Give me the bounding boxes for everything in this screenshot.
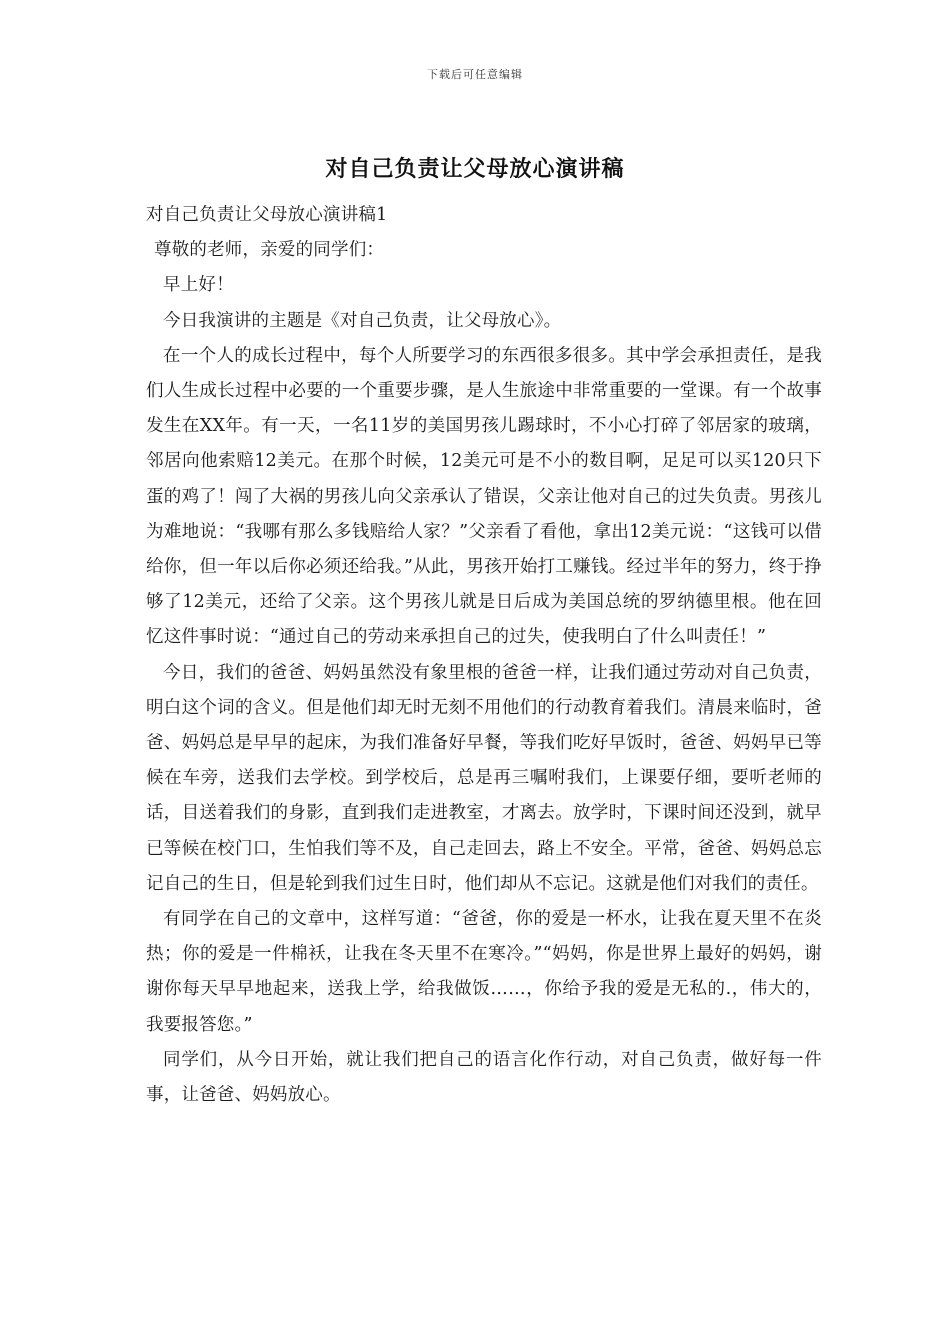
document-title: 对自己负责让父母放心演讲稿 <box>325 156 625 182</box>
subtitle-line: 对自己负责让父母放心演讲稿1 <box>146 205 388 225</box>
story-paragraph: 在一个人的成长过程中，每个人所要学习的东西很多很多。其中学会承担责任，是我们人生成长过程中必要的一个重要步骤，是人生旅途中非常重要的一堂课。有一个故事发生在XX年。有一天，一名11岁的美国男孩儿踢球时，不小心打碎了邻居家的玻璃，邻居向他索赔12美元。在那个时候，12美元可是不小的数目啊，足足可以买120只下蛋的鸡了！闯了大祸的男孩儿向父亲承认了错误，父亲让他对自己的过失负责。男孩儿为难地说：“我哪有那么多钱赔给人家？”父亲看了看他，拿出12美元说：“这钱可以借给你，但一年以后你必须还给我。”从此，男孩开始打工赚钱。经过半年的努力，终于挣够了12美元，还给了父亲。这个男孩儿就是日后成为美国总统的罗纳德里根。他在回忆这件事时说：“通过自己的劳动来承担自己的过失，使我明白了什么叫责任！” <box>146 345 822 648</box>
greeting: 早上好！ <box>163 275 234 296</box>
header-note: 下载后可任意编辑 <box>427 68 523 81</box>
theme-paragraph: 今日我演讲的主题是《对自己负责，让父母放心》。 <box>163 310 562 331</box>
document-body <box>146 198 822 1113</box>
salutation: 尊敬的老师，亲爱的同学们： <box>154 240 385 261</box>
quote-paragraph: 有同学在自己的文章中，这样写道：“爸爸，你的爱是一杯水，让我在夏天里不在炎热；你的爱是一件棉袄，让我在冬天里不在寒冷。”“妈妈，你是世界上最好的妈妈，谢谢你每天早早地起来，送我上学，给我做饭……，你给予我的爱是无私的.，伟大的，我要报答您。” <box>146 909 822 1035</box>
closing-paragraph: 同学们，从今日开始，就让我们把自己的语言化作行动，对自己负责，做好每一件事，让爸爸、妈妈放心。 <box>146 1049 822 1106</box>
parents-paragraph: 今日，我们的爸爸、妈妈虽然没有象里根的爸爸一样，让我们通过劳动对自己负责，明白这个词的含义。但是他们却无时无刻不用他们的行动教育着我们。清晨来临时，爸爸、妈妈总是早早的起床，为我们准备好早餐，等我们吃好早饭时，爸爸、妈妈早已等候在车旁，送我们去学校。到学校后，总是再三嘱咐我们，上课要仔细，要听老师的话，目送着我们的身影，直到我们走进教室，才离去。放学时，下课时间还没到，就早已等候在校门口，生怕我们等不及，自己走回去，路上不安全。平常，爸爸、妈妈总忘记自己的生日，但是轮到我们过生日时，他们却从不忘记。这就是他们对我们的责任。 <box>146 662 822 894</box>
